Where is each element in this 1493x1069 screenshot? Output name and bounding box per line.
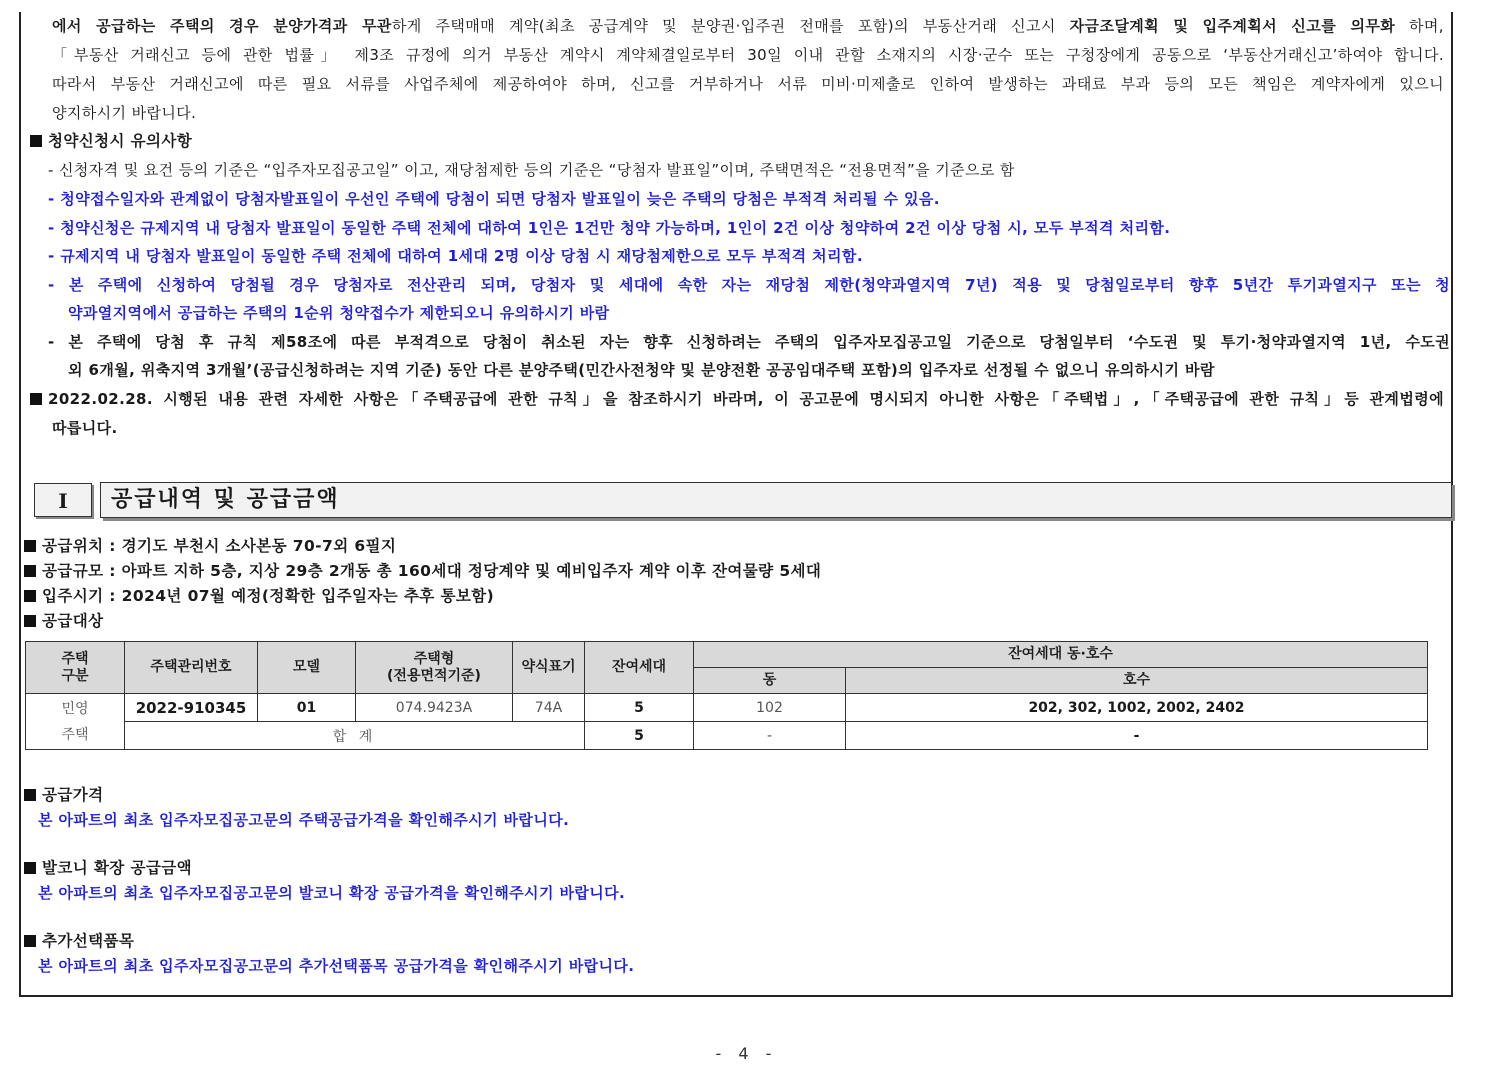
header-line: 구분 bbox=[61, 667, 89, 684]
balcony-text: 본 아파트의 최초 입주자모집공고문의 발코니 확장 공급가격을 확인해주시기 바랍니다. bbox=[38, 884, 626, 902]
cell-line: 주택 bbox=[61, 726, 89, 743]
notice-item: - 본 주택에 신청하여 당첨될 경우 당첨자로 전산관리 되며, 당첨자 및 세대에 속한 자는 재당첨 제한(청약과열지역 7년) 적용 및 당첨일로부터 향후 5년간 투기과열지구 또는 청 bbox=[48, 276, 1450, 294]
intro-emphasis-b: 자금조달계획 및 입주계획서 신고를 의무화 bbox=[1069, 17, 1396, 35]
header-short-label: 약식표기 bbox=[513, 642, 585, 694]
notice-item: - 청약신청은 규제지역 내 당첨자 발표일이 동일한 주택 전체에 대하여 1인은 1건만 청약 가능하며, 1인이 2건 이상 청약하여 2건 이상 당첨 시, 모두 부적격 처리함. bbox=[48, 219, 1171, 237]
supply-location-text: 공급위치 : 경기도 부천시 소사본동 70-7외 6필지 bbox=[42, 537, 397, 555]
header-line: 주택 bbox=[61, 650, 89, 667]
section-title: 공급내역 및 공급금액 bbox=[100, 482, 1452, 518]
square-bullet-icon bbox=[24, 615, 36, 627]
options-heading bbox=[24, 931, 134, 951]
table-row bbox=[26, 694, 1428, 722]
header-management-number: 주택관리번호 bbox=[125, 642, 258, 694]
square-bullet-icon bbox=[30, 393, 42, 405]
options-title: 추가선택품목 bbox=[42, 932, 135, 950]
rule-reference-line bbox=[30, 389, 1444, 409]
cell-model: 01 bbox=[258, 694, 356, 722]
notice-item: - 규제지역 내 당첨자 발표일이 동일한 주택 전체에 대하여 1세대 2명 이상 당첨 시 재당첨제한으로 모두 부적격 처리함. bbox=[48, 247, 863, 265]
section-number: I bbox=[34, 483, 92, 517]
cell-dong: 102 bbox=[694, 694, 846, 722]
notice-title: 청약신청시 유의사항 bbox=[48, 132, 193, 150]
header-line: 주택형 bbox=[413, 650, 455, 667]
intro-text-b: 하며, bbox=[1395, 17, 1444, 35]
page-number: - 4 - bbox=[715, 1044, 778, 1063]
header-housing-category bbox=[26, 642, 125, 694]
cell-total-dong: - bbox=[694, 722, 846, 750]
cell-total-label: 합 계 bbox=[125, 722, 585, 750]
intro-line-2: 「부동산 거래신고 등에 관한 법률」 제3조 규정에 의거 부동산 계약시 계약체결일로부터 30일 이내 관할 소재지의 시장·군수 또는 구청장에게 공동으로 ‘부동산거래신고’하여야 합니다. bbox=[52, 46, 1444, 64]
supply-location bbox=[24, 536, 396, 556]
balcony-title: 발코니 확장 공급금액 bbox=[42, 859, 192, 877]
header-remaining-units: 잔여세대 동·호수 bbox=[694, 642, 1428, 668]
cell-housing-category bbox=[26, 694, 125, 750]
notice-item: - 청약접수일자와 관계없이 당첨자발표일이 우선인 주택에 당첨이 되면 당첨자 발표일이 늦은 주택의 당첨은 부적격 처리될 수 있음. bbox=[48, 190, 940, 208]
cell-housing-type: 074.9423A bbox=[356, 694, 513, 722]
price-title: 공급가격 bbox=[42, 786, 104, 804]
square-bullet-icon bbox=[24, 935, 36, 947]
notice-item: - 본 주택에 당첨 후 규칙 제58조에 따른 부적격으로 당첨이 취소된 자는 향후 신청하려는 주택의 입주자모집공고일 기준으로 당첨일부터 ‘수도권 및 투기·청약과열지역 1년, 수도권 bbox=[48, 333, 1450, 351]
balcony-heading bbox=[24, 858, 192, 878]
supply-move-in bbox=[24, 586, 494, 606]
square-bullet-icon bbox=[24, 789, 36, 801]
cell-total-ho: - bbox=[846, 722, 1428, 750]
header-line: (전용면적기준) bbox=[387, 667, 481, 684]
intro-text-a: 하게 주택매매 계약(최초 공급계약 및 분양권·입주권 전매를 포함)의 부동산거래 신고시 bbox=[391, 17, 1070, 35]
supply-move-in-text: 입주시기 : 2024년 07월 예정(정확한 입주일자는 추후 통보함) bbox=[42, 587, 495, 605]
cell-line: 민영 bbox=[61, 700, 89, 717]
supply-scale bbox=[24, 561, 821, 581]
square-bullet-icon bbox=[24, 862, 36, 874]
intro-line-1 bbox=[52, 16, 1444, 36]
cell-short-label: 74A bbox=[513, 694, 585, 722]
table-total-row bbox=[26, 722, 1428, 750]
cell-total-remaining: 5 bbox=[585, 722, 694, 750]
intro-line-3: 따라서 부동산 거래신고에 따른 필요 서류를 사업주체에 제공하여야 하며, 신고를 거부하거나 서류 미비·미제출로 인하여 발생하는 과태료 부과 등의 모든 책임은 계약자에게 있으니 bbox=[52, 75, 1444, 93]
rule-reference-continued: 따릅니다. bbox=[52, 419, 118, 437]
cell-remaining: 5 bbox=[585, 694, 694, 722]
rule-reference-text: 2022.02.28. 시행된 내용 관련 자세한 사항은「주택공급에 관한 규칙」을 참조하시기 바라며, 이 공고문에 명시되지 아니한 사항은「주택법」,「주택공급에 관한 규칙」등 관계법령에 bbox=[48, 390, 1444, 408]
square-bullet-icon bbox=[24, 590, 36, 602]
header-ho: 호수 bbox=[846, 668, 1428, 694]
square-bullet-icon bbox=[24, 565, 36, 577]
notice-item-continued: 약과열지역에서 공급하는 주택의 1순위 청약접수가 제한되오니 유의하시기 바람 bbox=[68, 304, 610, 322]
intro-emphasis-a: 에서 공급하는 주택의 경우 분양가격과 무관 bbox=[52, 17, 392, 35]
header-model: 모델 bbox=[258, 642, 356, 694]
notice-heading bbox=[30, 131, 192, 151]
square-bullet-icon bbox=[24, 540, 36, 552]
header-housing-type bbox=[356, 642, 513, 694]
price-text: 본 아파트의 최초 입주자모집공고문의 주택공급가격을 확인해주시기 바랍니다. bbox=[38, 811, 570, 829]
header-dong: 동 bbox=[694, 668, 846, 694]
cell-ho: 202, 302, 1002, 2002, 2402 bbox=[846, 694, 1428, 722]
cell-management-number: 2022-910345 bbox=[125, 694, 258, 722]
header-remaining: 잔여세대 bbox=[585, 642, 694, 694]
price-heading bbox=[24, 785, 104, 805]
supply-table bbox=[25, 641, 1428, 750]
notice-item: - 신청자격 및 요건 등의 기준은 “입주자모집공고일” 이고, 재당첨제한 등의 기준은 “당첨자 발표일”이며, 주택면적은 “전용면적”을 기준으로 함 bbox=[48, 161, 1015, 179]
notice-item-continued: 외 6개월, 위축지역 3개월’(공급신청하려는 지역 기준) 동안 다른 분양주택(민간사전청약 및 분양전환 공공임대주택 포함)의 입주자로 선정될 수 없으니 유의하시기 바람 bbox=[68, 361, 1215, 379]
square-bullet-icon bbox=[30, 135, 42, 147]
supply-target-text: 공급대상 bbox=[42, 612, 104, 630]
supply-target bbox=[24, 611, 104, 631]
intro-line-4: 양지하시기 바랍니다. bbox=[52, 104, 197, 122]
supply-scale-text: 공급규모 : 아파트 지하 5층, 지상 29층 2개동 총 160세대 정당계약 및 예비입주자 계약 이후 잔여물량 5세대 bbox=[42, 562, 822, 580]
options-text: 본 아파트의 최초 입주자모집공고문의 추가선택품목 공급가격을 확인해주시기 바랍니다. bbox=[38, 957, 635, 975]
